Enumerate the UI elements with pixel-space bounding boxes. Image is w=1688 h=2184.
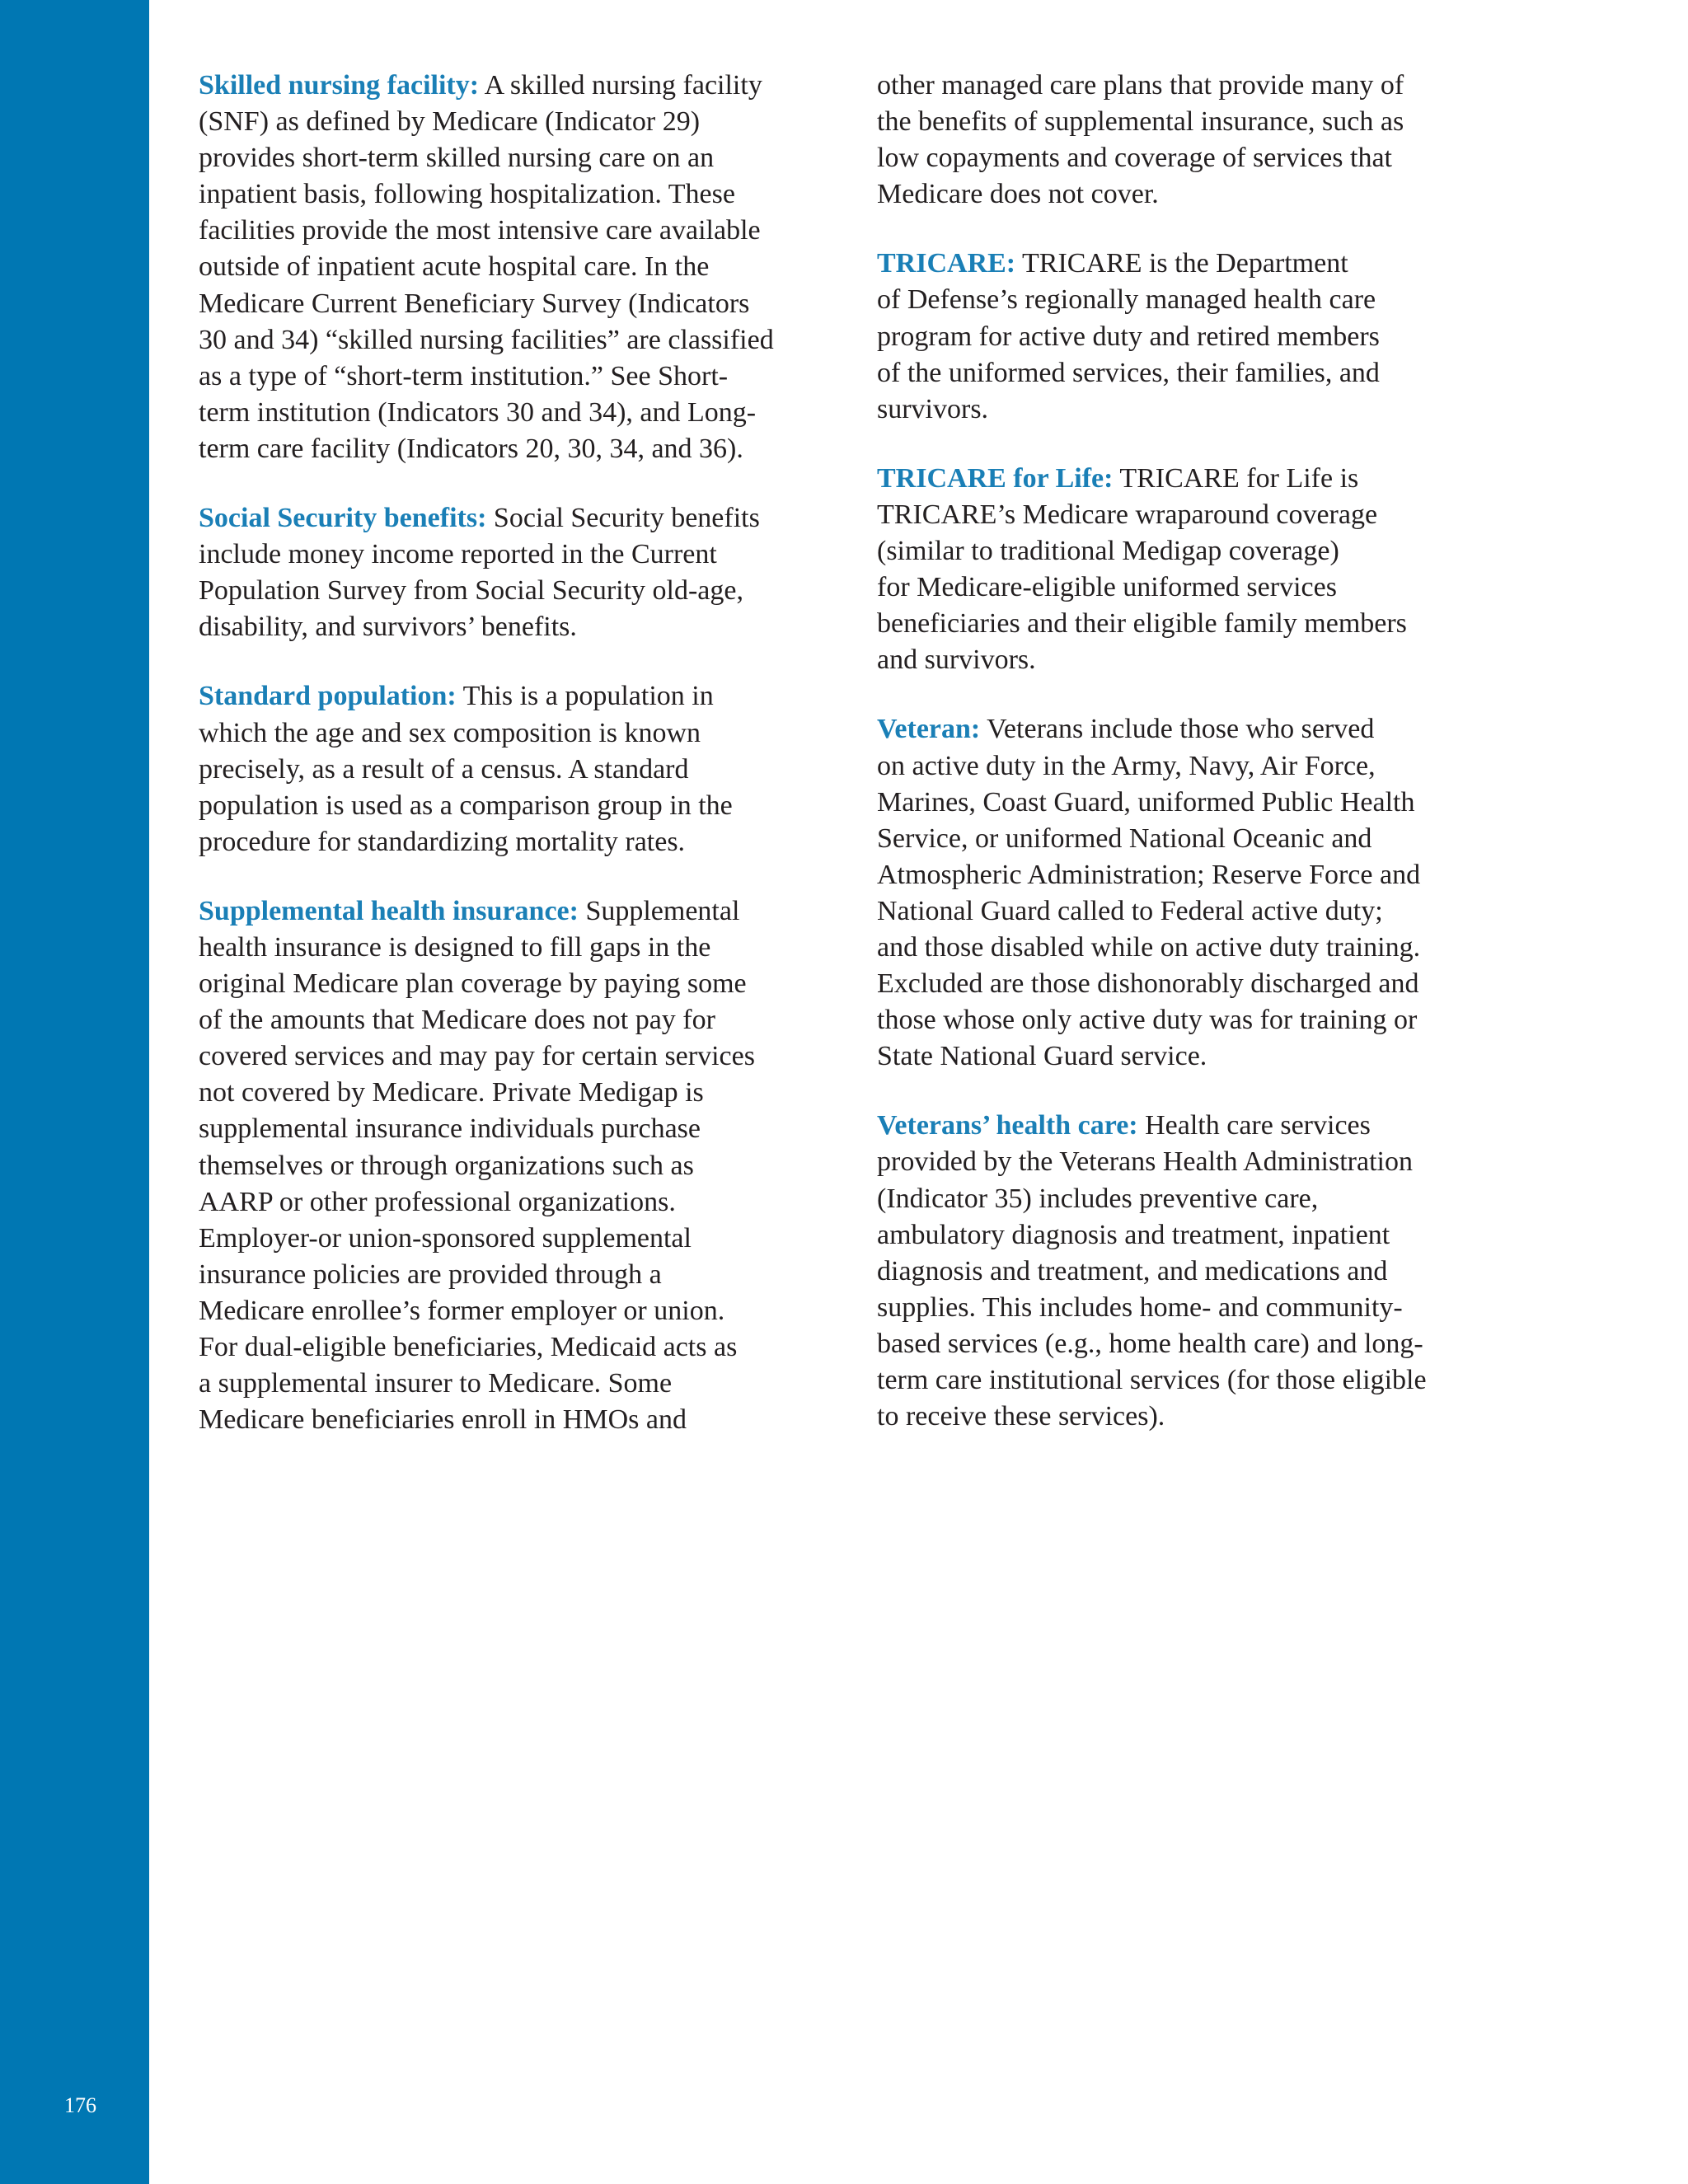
glossary-term: TRICARE: xyxy=(877,248,1016,279)
glossary-term: Supplemental health insurance: xyxy=(199,895,579,926)
definition-line: on active duty in the Army, Navy, Air Force, xyxy=(877,750,1376,781)
definition-line: disability, and survivors’ benefits. xyxy=(199,612,577,643)
glossary-entry-supplemental-health-insurance xyxy=(199,893,833,1438)
definition-line: other managed care plans that provide many of xyxy=(877,70,1404,101)
definition-line: This is a population in xyxy=(456,681,714,712)
definition-line: Medicare does not cover. xyxy=(877,179,1159,210)
definition-line: beneficiaries and their eligible family members xyxy=(877,608,1407,640)
definition-line: 30 and 34) “skilled nursing facilities” are classified xyxy=(199,324,774,355)
definition-line: of Defense’s regionally managed health care xyxy=(877,284,1376,316)
definition-line: supplemental insurance individuals purchase xyxy=(199,1113,701,1145)
glossary-term: Veteran: xyxy=(877,714,981,745)
definition-line: AARP or other professional organizations. xyxy=(199,1186,676,1217)
right-column xyxy=(877,68,1503,1468)
glossary-term: Standard population: xyxy=(199,681,457,712)
definition-line: Medicare Current Beneficiary Survey (Indicators xyxy=(199,288,750,319)
glossary-entry-veterans-health-care xyxy=(877,1108,1503,1435)
definition-line: themselves or through organizations such as xyxy=(199,1150,694,1181)
definition-line: provides short-term skilled nursing care on an xyxy=(199,143,715,174)
glossary-term: TRICARE for Life: xyxy=(877,462,1114,494)
definition-line: Service, or uniformed National Oceanic and xyxy=(877,823,1372,854)
definition-line: Employer-or union-sponsored supplemental xyxy=(199,1222,692,1254)
definition-line: insurance policies are provided through a xyxy=(199,1258,662,1290)
definition-line: term care facility (Indicators 20, 30, 34, and 36). xyxy=(199,433,743,464)
definition-line: those whose only active duty was for training or xyxy=(877,1005,1418,1036)
definition-line: include money income reported in the Current xyxy=(199,539,717,570)
definition-line: a supplemental insurer to Medicare. Some xyxy=(199,1368,673,1399)
glossary-term: Veterans’ health care: xyxy=(877,1110,1138,1141)
definition-line: diagnosis and treatment, and medications and xyxy=(877,1255,1388,1286)
definition-line: Social Security benefits xyxy=(486,503,760,534)
definition-line: (similar to traditional Medigap coverage) xyxy=(877,536,1339,567)
definition-line: Atmospheric Administration; Reserve Force and xyxy=(877,859,1421,890)
definition-line: State National Guard service. xyxy=(877,1041,1207,1072)
left-column xyxy=(199,68,833,1471)
definition-line: survivors. xyxy=(877,393,989,424)
definition-line: precisely, as a result of a census. A standard xyxy=(199,753,689,785)
definition-line: not covered by Medicare. Private Medigap is xyxy=(199,1077,704,1108)
definition-line: original Medicare plan coverage by paying some xyxy=(199,968,747,1000)
definition-line: ambulatory diagnosis and treatment, inpatient xyxy=(877,1219,1390,1250)
definition-line: inpatient basis, following hospitalization. These xyxy=(199,179,735,210)
definition-line: facilities provide the most intensive care available xyxy=(199,215,761,246)
definition-line: provided by the Veterans Health Administration xyxy=(877,1146,1413,1178)
definition-line: TRICARE’s Medicare wraparound coverage xyxy=(877,499,1378,530)
definition-line: National Guard called to Federal active duty; xyxy=(877,895,1383,926)
glossary-entry-veteran xyxy=(877,711,1503,1075)
definition-line: Population Survey from Social Security old-age, xyxy=(199,575,743,607)
definition-line: low copayments and coverage of services that xyxy=(877,143,1392,174)
definition-line: covered services and may pay for certain services xyxy=(199,1041,755,1072)
definition-line: A skilled nursing facility xyxy=(479,70,762,101)
definition-line: procedure for standardizing mortality rates. xyxy=(199,826,686,857)
definition-line: population is used as a comparison group in the xyxy=(199,790,733,821)
definition-line: health insurance is designed to fill gaps in the xyxy=(199,931,711,963)
definition-line: Excluded are those dishonorably discharged and xyxy=(877,968,1419,1000)
definition-line: the benefits of supplemental insurance, such as xyxy=(877,106,1404,138)
definition-line: Supplemental xyxy=(578,895,740,926)
definition-line: For dual-eligible beneficiaries, Medicaid acts as xyxy=(199,1332,738,1362)
definition-line: which the age and sex composition is known xyxy=(199,717,701,748)
page-number: 176 xyxy=(64,2093,96,2117)
definition-line: Marines, Coast Guard, uniformed Public Health xyxy=(877,786,1415,818)
glossary-entry-tricare-for-life xyxy=(877,461,1503,679)
definition-line: term institution (Indicators 30 and 34), and Long- xyxy=(199,396,757,428)
definition-line: Medicare enrollee’s former employer or union. xyxy=(199,1295,725,1326)
definition-line: program for active duty and retired members xyxy=(877,321,1380,352)
definition-line: supplies. This includes home- and community- xyxy=(877,1291,1403,1323)
definition-line: Health care services xyxy=(1137,1110,1371,1141)
definition-line: and those disabled while on active duty training. xyxy=(877,931,1421,963)
definition-line: outside of inpatient acute hospital care. In the xyxy=(199,251,710,283)
glossary-entry-standard-population xyxy=(199,678,833,860)
definition-line: and survivors. xyxy=(877,644,1036,676)
side-color-band xyxy=(0,0,149,2184)
definition-line: term care institutional services (for those eligible xyxy=(877,1365,1427,1395)
glossary-entry-tricare xyxy=(877,246,1503,427)
definition-line: based services (e.g., home health care) and long- xyxy=(877,1328,1423,1359)
definition-line: Medicare beneficiaries enroll in HMOs and xyxy=(199,1404,687,1436)
definition-line: of the uniformed services, their families, and xyxy=(877,357,1380,388)
definition-line: as a type of “short-term institution.” See Short- xyxy=(199,360,729,391)
glossary-term: Skilled nursing facility: xyxy=(199,70,480,101)
definition-line: to receive these services). xyxy=(877,1401,1165,1432)
glossary-term: Social Security benefits: xyxy=(199,503,487,534)
glossary-entry-supplemental-continued xyxy=(877,68,1503,213)
definition-line: (Indicator 35) includes preventive care, xyxy=(877,1183,1319,1214)
glossary-entry-social-security-benefits xyxy=(199,500,833,645)
definition-line: TRICARE for Life is xyxy=(1113,462,1359,494)
definition-line: of the amounts that Medicare does not pay for xyxy=(199,1005,715,1036)
definition-line: TRICARE is the Department xyxy=(1015,248,1348,279)
definition-line: for Medicare-eligible uniformed services xyxy=(877,572,1337,603)
glossary-entry-skilled-nursing-facility xyxy=(199,68,833,467)
definition-line: (SNF) as defined by Medicare (Indicator 29) xyxy=(199,106,701,138)
definition-line: Veterans include those who served xyxy=(980,714,1375,745)
